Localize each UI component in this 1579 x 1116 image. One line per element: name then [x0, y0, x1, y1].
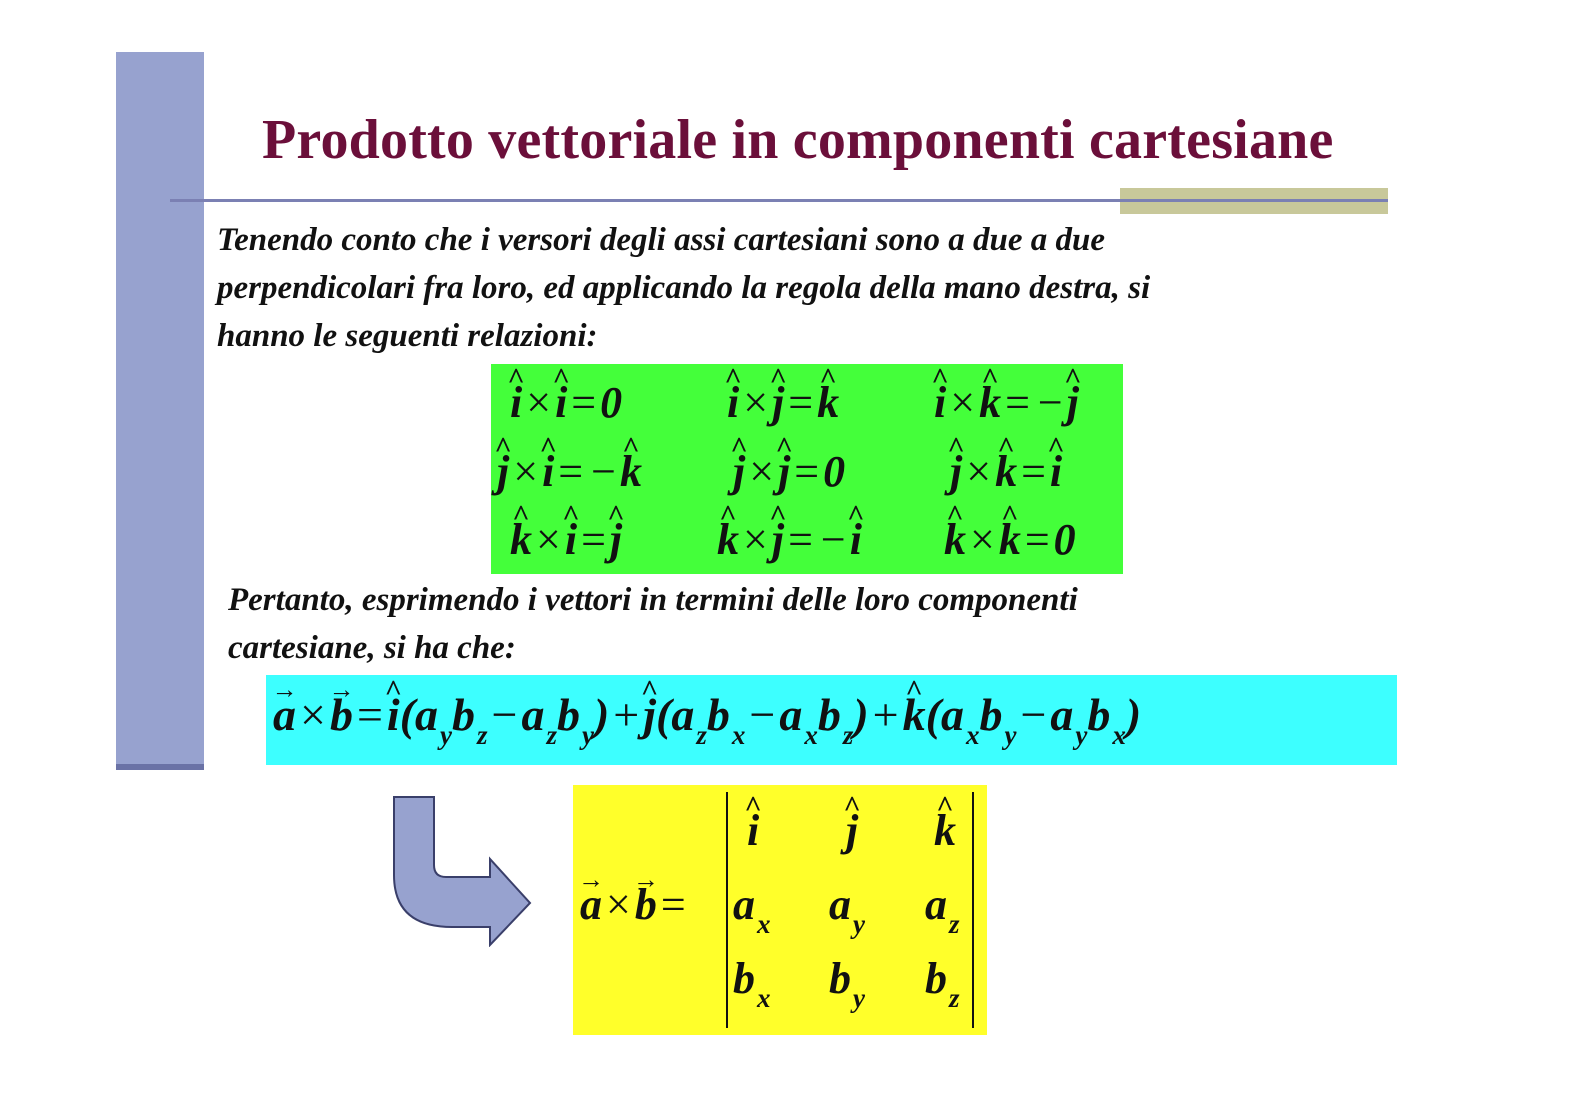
intro-line: perpendicolari fra loro, ed applicando la regola della mano destra, si — [217, 270, 1151, 306]
intro-paragraph — [217, 216, 1150, 360]
relation-jxi: ^ j×^ i= −^ k — [497, 447, 642, 497]
relation-ixi: ^ i×^ i=0 — [510, 378, 622, 428]
relation-kxk: ^ k×^ k=0 — [944, 515, 1076, 565]
determinant-right-bar — [972, 792, 974, 1028]
intro-line: hanno le seguenti relazioni: — [217, 318, 598, 354]
relation-kxi: ^ k×^ i=^ j — [510, 515, 622, 565]
det-cell-k: ^ k — [934, 806, 956, 856]
relation-kxj: ^ k×^ j= −^ i — [717, 515, 862, 565]
slide-title: Prodotto vettoriale in componenti cartesiane — [262, 109, 1334, 171]
cross-product-expansion: → a×→ b=^ $i(a_yb_z-a_zb_y)+\^{}$ $j(a_zb_x-a_xb_z)+\^{}$ $k(a_xb_y-a_yb_x)$ — [273, 690, 1141, 746]
relation-jxk: ^ j×^ k=^ i — [950, 447, 1062, 497]
relation-jxj: ^ j×^ j=0 — [733, 447, 845, 497]
det-cell-i: ^ i — [747, 806, 759, 856]
followup-paragraph — [228, 576, 1078, 672]
det-cell-bx: $b_x$ — [733, 954, 771, 1013]
relation-ixk: ^ i×^ k= −^ j — [934, 378, 1079, 428]
det-cell-ax: $a_x$ — [733, 880, 771, 939]
intro-line: Tenendo conto che i versori degli assi cartesiani sono a due a due — [217, 222, 1105, 258]
determinant-left-bar — [726, 792, 728, 1028]
followup-line: cartesiane, si ha che: — [228, 630, 516, 666]
det-cell-ay: $a_y$ — [829, 880, 865, 939]
det-cell-az: $a_z$ — [925, 880, 960, 939]
sidebar-bottom-edge — [116, 764, 204, 770]
relation-ixj: ^ i×^ j=^ k — [727, 378, 839, 428]
det-cell-by: $b_y$ — [829, 954, 865, 1013]
det-cell-j: ^ j — [846, 806, 858, 856]
det-cell-bz: $b_z$ — [925, 954, 960, 1013]
followup-line: Pertanto, esprimendo i vettori in termini delle loro componenti — [228, 582, 1078, 618]
curved-down-right-arrow-icon — [392, 795, 534, 947]
title-rule-overlay — [1120, 199, 1388, 202]
determinant-lhs: → a×→ b= — [580, 880, 690, 930]
sidebar-decoration — [116, 52, 204, 768]
